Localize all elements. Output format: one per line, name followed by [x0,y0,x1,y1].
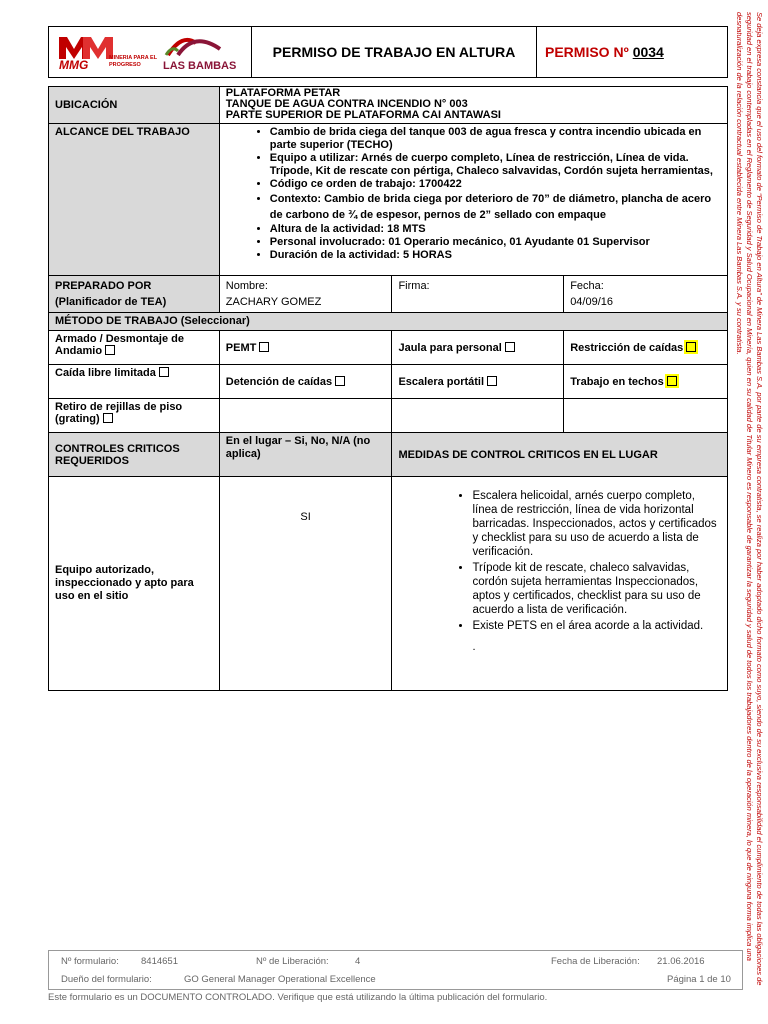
nombre-cell[interactable] [219,276,392,313]
alcance-item: • Personal involucrado: 01 Operario mecánico, 01 Ayudante 01 Supervisor [270,236,721,249]
metodo-option[interactable] [392,331,564,365]
footer-row [61,974,734,990]
alcance-item: • Contexto: Cambio de brida ciega por deterioro de 70” de diámetro, plancha de acero de carbono de ¾ de espesor, pernos de 2” sellado con empaque [270,191,721,223]
document-title: PERMISO DE TRABAJO EN ALTURA [252,27,537,77]
metodo-option-label: Jaula para personal [398,341,502,354]
release-number: 4 [355,956,361,967]
controles-item: • Trípode kit de rescate, chaleco salvavidas, cordón sujeta herramientas Inspeccionados, aptos y certificados, checklist para su uso de acuerdo a lista de verificación. [472,561,721,617]
document-header [48,26,728,78]
metodo-row [49,365,728,399]
ubicacion-label: UBICACIÓN [49,87,220,124]
controles-col-lugar: En el lugar – Si, No, N/A (no aplica) [219,433,392,477]
metodo-option-label: Restricción de caídas [570,341,684,354]
metodo-option-label: Trabajo en techos [570,375,664,388]
checkbox-icon[interactable] [103,413,113,423]
metodo-option-label: PEMT [225,341,257,354]
metodo-option-label: Caída libre limitada [55,367,156,379]
owner: GO General Manager Operational Excellence [184,974,376,985]
las-bambas-wordmark: LAS BAMBAS [163,60,237,72]
release-date: 21.06.2016 [657,956,705,967]
ubicacion-line: PLATAFORMA PETAR [225,87,341,99]
metodo-empty-cell [219,399,392,433]
checkbox-icon[interactable] [335,376,345,386]
metodo-option[interactable] [564,331,728,365]
metodo-header-row [49,313,728,331]
controles-item: • Escalera helicoidal, arnés cuerpo completo, línea de restricción, línea de vida horizontal barricadas. Inspeccionados, actos y certificados y checklist para su uso de acuerdo a lista de verificación. [472,489,721,559]
ubicacion-line: PARTE SUPERIOR DE PLATAFORMA CAI ANTAWASI [225,109,501,121]
metodo-option-label: Detención de caídas [225,375,333,388]
metodo-option[interactable] [219,331,392,365]
controles-row-label: Equipo autorizado, inspeccionado y apto para uso en el sitio [49,477,220,691]
nombre-value: ZACHARY GOMEZ [225,296,322,308]
form-number-label: Nº formulario: [61,956,119,967]
company-logos [49,27,252,77]
owner-label: Dueño del formulario: [61,974,152,985]
metodo-label: MÉTODO DE TRABAJO (Seleccionar) [49,313,728,331]
permit-table [48,86,728,691]
preparado-title: PREPARADO POR [55,280,152,292]
side-note [724,12,764,992]
page-number: Página 1 de 10 [667,974,731,985]
document-footer [48,950,743,990]
alcance-item: • Duración de la actividad: 5 HORAS [270,249,721,262]
fecha-cell[interactable] [564,276,728,313]
checkbox-icon[interactable] [667,376,677,386]
permit-number: 0034 [632,44,664,60]
metodo-option-label: Armado / Desmontaje de Andamio [55,333,184,357]
controles-trailing: . [472,641,476,653]
alcance-list [226,126,721,262]
footer-row [61,956,734,972]
permit-number-label: PERMISO Nº [545,44,629,60]
nombre-label: Nombre: [225,280,268,292]
metodo-option-label: Escalera portátil [398,375,485,388]
alcance-item: • Equipo a utilizar: Arnés de cuerpo completo, Línea de restricción, Línea de vida. Trípode, Kit de rescate con pértiga, Chaleco salvavidas, Cordón sujeta herramientas, [270,152,721,178]
mmg-tagline: MINERIA PARA EL PROGRESO [109,55,157,68]
controles-item: • Existe PETS en el área acorde a la actividad. [472,619,721,633]
metodo-option[interactable] [49,399,220,433]
alcance-value [219,124,727,276]
metodo-option[interactable] [392,365,564,399]
controles-row [49,477,728,691]
metodo-empty-cell [392,399,564,433]
controles-row-value: SI [219,477,392,691]
metodo-empty-cell [564,399,728,433]
fecha-value: 04/09/16 [570,296,614,308]
ubicacion-value [219,87,727,124]
release-number-label: Nº de Liberación: [256,956,329,967]
metodo-option-label: Retiro de rejillas de piso (grating) [55,401,183,425]
preparado-label [49,276,220,313]
las-bambas-logo-icon [164,31,224,57]
preparado-row [49,276,728,313]
metodo-option[interactable] [49,331,220,365]
controles-label: CONTROLES CRITICOS REQUERIDOS [49,433,220,477]
preparado-subtitle: (Planificador de TEA) [55,296,167,308]
checkbox-icon[interactable] [259,342,269,352]
checkbox-icon[interactable] [505,342,515,352]
alcance-item: • Código ce orden de trabajo: 1700422 [270,178,721,191]
side-note-text: Se deja expresa constancia que el uso del formato de “Permiso de Trabajo en Altura” de Minera Las Bambas S.A. por parte de su empresa contratista, se realiza por haber adoptado dicho formato como suyo, siendo de su exclusiva responsabilidad el cumplimiento de todas las obligaciones de seguridad en el trabajo contempladas en el Reglamento de Seguridad y Salud Ocupacional en Minería, quien en su calidad de Titular Minero es responsable de garantizar la seguridad y salud de todos los trabajadores dentro de la operación minera, lo que de ninguna forma implica una desnaturalización de la relación contractual establecida entre Minera Las Bambas S.A. y su contratista. [735,12,764,986]
controles-list [398,489,721,633]
checkbox-icon[interactable] [159,367,169,377]
mmg-wordmark: MMG [59,58,89,72]
controlled-document-disclaimer: Este formulario es un DOCUMENTO CONTROLADO. Verifique que está utilizando la última publicación del formulario. [48,992,548,1003]
alcance-row [49,124,728,276]
metodo-row [49,399,728,433]
metodo-row [49,331,728,365]
metodo-option[interactable] [219,365,392,399]
alcance-item: • Cambio de brida ciega del tanque 003 de agua fresca y contra incendio ubicada en parte superior (TECHO) [270,126,721,152]
checkbox-icon[interactable] [105,345,115,355]
metodo-option[interactable] [49,365,220,399]
alcance-label: ALCANCE DEL TRABAJO [49,124,220,276]
firma-label: Firma: [398,280,430,292]
metodo-option[interactable] [564,365,728,399]
firma-cell[interactable] [392,276,564,313]
permit-number-box [537,27,727,77]
release-date-label: Fecha de Liberación: [551,956,640,967]
fecha-label: Fecha: [570,280,604,292]
alcance-item: • Altura de la actividad: 18 MTS [270,223,721,236]
controles-measures [392,477,728,691]
controles-col-medidas: MEDIDAS DE CONTROL CRITICOS EN EL LUGAR [392,433,728,477]
checkbox-icon[interactable] [686,342,696,352]
ubicacion-line: TANQUE DE AGUA CONTRA INCENDIO N° 003 [225,98,468,110]
checkbox-icon[interactable] [487,376,497,386]
controles-header-row [49,433,728,477]
ubicacion-row [49,87,728,124]
form-number: 8414651 [141,956,178,967]
